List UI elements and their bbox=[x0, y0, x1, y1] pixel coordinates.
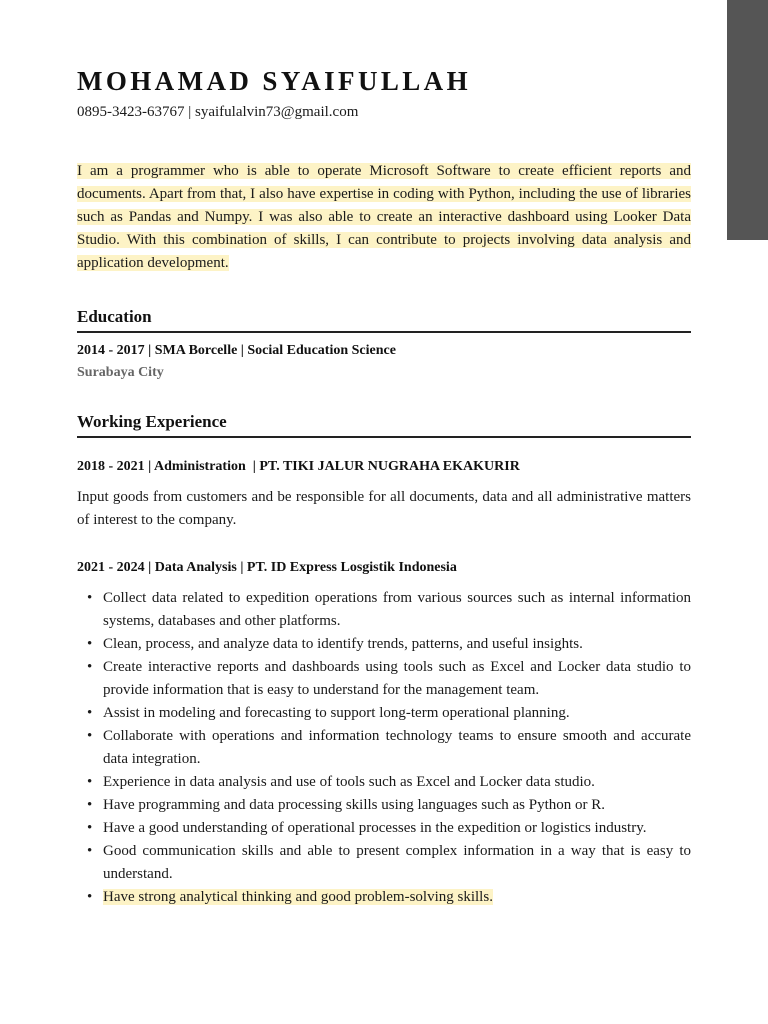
bullet-icon: • bbox=[87, 636, 93, 652]
bullet-icon: • bbox=[87, 820, 93, 836]
bullet-icon: • bbox=[87, 590, 93, 606]
bullet-icon: • bbox=[87, 728, 93, 744]
job-description: Input goods from customers and be responsible for all documents, data and all administrative matters of interest to the company. bbox=[77, 489, 691, 528]
education-location: Surabaya City bbox=[77, 365, 164, 380]
summary-paragraph bbox=[77, 160, 691, 275]
bullet-text: Clean, process, and analyze data to identify trends, patterns, and useful insights. bbox=[103, 636, 583, 652]
bullet-icon: • bbox=[87, 797, 93, 813]
list-item bbox=[77, 656, 691, 702]
job-heading: 2018 - 2021 | Administration | PT. TIKI JALUR NUGRAHA EKAKURIR bbox=[77, 459, 520, 474]
education-section-title: Education bbox=[77, 307, 691, 333]
bullet-icon: • bbox=[87, 889, 93, 905]
list-item bbox=[77, 840, 691, 886]
list-item bbox=[77, 587, 691, 633]
list-item bbox=[77, 633, 691, 656]
contact-line: 0895-3423-63767 | syaifulalvin73@gmail.com bbox=[77, 104, 359, 120]
candidate-name: MOHAMAD SYAIFULLAH bbox=[77, 66, 471, 96]
bullet-text: Assist in modeling and forecasting to support long-term operational planning. bbox=[103, 705, 570, 721]
bullet-text: Create interactive reports and dashboards using tools such as Excel and Locker data studio to provide information that is easy to understand for the management team. bbox=[103, 659, 691, 698]
job-heading: 2021 - 2024 | Data Analysis | PT. ID Express Losgistik Indonesia bbox=[77, 560, 457, 575]
list-item bbox=[77, 886, 691, 909]
list-item bbox=[77, 725, 691, 771]
bullet-text: Have a good understanding of operational processes in the expedition or logistics industry. bbox=[103, 820, 647, 836]
bullet-text: Good communication skills and able to present complex information in a way that is easy to understand. bbox=[103, 843, 691, 882]
bullet-text: Experience in data analysis and use of tools such as Excel and Locker data studio. bbox=[103, 774, 595, 790]
bullet-text: Have strong analytical thinking and good problem-solving skills. bbox=[103, 889, 493, 905]
bullet-text: Have programming and data processing skills using languages such as Python or R. bbox=[103, 797, 606, 813]
work-section-title: Working Experience bbox=[77, 412, 691, 438]
list-item bbox=[77, 702, 691, 725]
scrollbar-thumb[interactable] bbox=[727, 0, 768, 240]
bullet-text: Collaborate with operations and information technology teams to ensure smooth and accurate data integration. bbox=[103, 728, 691, 767]
bullet-icon: • bbox=[87, 774, 93, 790]
bullet-icon: • bbox=[87, 843, 93, 859]
bullet-icon: • bbox=[87, 659, 93, 675]
list-item bbox=[77, 771, 691, 794]
education-entry: 2014 - 2017 | SMA Borcelle | Social Education Science bbox=[77, 343, 396, 358]
bullet-icon: • bbox=[87, 705, 93, 721]
bullet-text: Collect data related to expedition operations from various sources such as internal information systems, databases and other platforms. bbox=[103, 590, 691, 629]
job-bullet-list bbox=[77, 587, 691, 909]
list-item bbox=[77, 817, 691, 840]
list-item bbox=[77, 794, 691, 817]
summary-text: I am a programmer who is able to operate Microsoft Software to create efficient reports and documents. Apart from that, I also have expertise in coding with Python, including the use of libraries such as Pandas and Numpy. I was also able to create an interactive dashboard using Looker Data Studio. With this combination of skills, I can contribute to projects involving data analysis and application development. bbox=[77, 163, 691, 271]
